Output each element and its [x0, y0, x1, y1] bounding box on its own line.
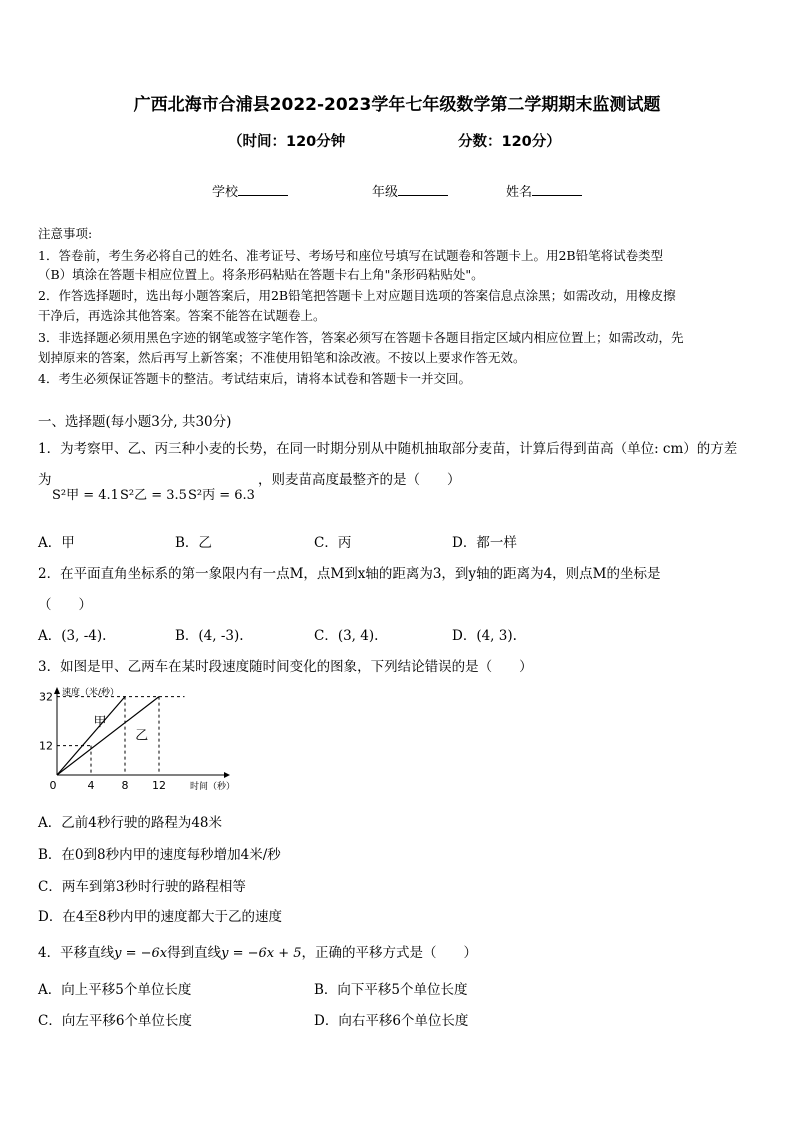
q2-text-2: （ ） — [38, 597, 92, 613]
notes-heading: 注意事项: — [38, 226, 93, 241]
school-label: 学校 — [212, 185, 239, 200]
x-axis-label: 时间（秒） — [190, 782, 236, 792]
section-heading: 一、选择题(每小题3分, 共30分) — [38, 414, 232, 430]
q1-option-d: D．都一样 — [452, 535, 517, 551]
note-line: 1．答卷前，考生务必将自己的姓名、准考证号、考场号和座位号填写在试题卷和答题卡上。用2B铅笔将试卷类型 — [38, 248, 664, 263]
q1-text: 1．为考察甲、乙、丙三种小麦的长势，在同一时期分别从中随机抽取部分麦苗，计算后得到苗高（单位: cm）的方差 — [38, 441, 738, 457]
q4-post: ，正确的平移方式是（ ） — [301, 945, 478, 961]
name-blank — [532, 183, 582, 196]
q4-option-b: B．向下平移5个单位长度 — [314, 982, 468, 998]
y-axis-arrow — [54, 687, 60, 694]
y-tick-label: 12 — [39, 739, 53, 753]
series-label-yi: 乙 — [135, 728, 149, 744]
x-tick-label: 0 — [49, 779, 57, 792]
y-tick-label: 32 — [39, 690, 53, 704]
q3-option-d: D．在4至8秒内甲的速度都大于乙的速度 — [38, 909, 283, 925]
exam-score: 分数：120分） — [458, 134, 561, 150]
q2-option-b: B．(4, -3). — [175, 628, 244, 644]
q3-option-a: A．乙前4秒行驶的路程为48米 — [38, 815, 223, 831]
q1-text-2a: 为 — [38, 472, 52, 488]
q2-option-c: C．(3, 4). — [314, 628, 379, 644]
q1-formula-1: S²甲 = 4.1 — [52, 488, 119, 503]
q2-option-d: D．(4, 3). — [452, 628, 517, 644]
school-field — [212, 181, 288, 200]
x-axis-arrow — [224, 772, 230, 778]
q1-formula-3: S²丙 = 6.3 — [188, 488, 255, 503]
page-title: 广西北海市合浦县2022-2023学年七年级数学第二学期期末监测试题 — [133, 95, 661, 115]
q4-option-c: C．向左平移6个单位长度 — [38, 1013, 192, 1029]
note-line: 划掉原来的答案，然后再写上新答案；不准使用铅笔和涂改液。不按以上要求作答无效。 — [38, 350, 526, 365]
x-tick-label: 8 — [121, 779, 129, 792]
note-line: 2．作答选择题时，选出每小题答案后，用2B铅笔把答题卡上对应题目选项的答案信息点涂黑；如需改动，用橡皮擦 — [38, 288, 676, 303]
note-line: （B）填涂在答题卡相应位置上。将条形码粘贴在答题卡右上角"条形码粘贴处"。 — [38, 267, 484, 282]
q4-eq2: y = −6x + 5 — [221, 946, 302, 961]
x-tick-label: 4 — [87, 779, 95, 792]
q1-option-b: B．乙 — [175, 535, 212, 551]
q1-option-c: C．丙 — [314, 535, 352, 551]
series-line-jia — [57, 697, 125, 775]
note-line: 3．非选择题必须用黑色字迹的钢笔或签字笔作答，答案必须写在答题卡各题目指定区域内相应位置上；如需改动，先 — [38, 330, 684, 345]
exam-time: （时间：120分钟 — [228, 134, 346, 150]
q3-text: 3．如图是甲、乙两车在某时段速度随时间变化的图象，下列结论错误的是（ ） — [38, 659, 533, 675]
q4-pre: 4．平移直线 — [38, 945, 115, 961]
name-label: 姓名 — [506, 185, 533, 200]
series-label-jia: 甲 — [93, 715, 107, 730]
q4-text — [38, 941, 477, 961]
q1-formula-2: S²乙 = 3.5 — [120, 488, 187, 503]
grade-label: 年级 — [372, 185, 399, 200]
school-blank — [238, 183, 288, 196]
q4-option-d: D．向右平移6个单位长度 — [314, 1013, 469, 1029]
q4-eq1: y = −6x — [114, 946, 168, 961]
q1-text-2b: ，则麦苗高度最整齐的是（ ） — [258, 472, 461, 488]
q4-mid: 得到直线 — [167, 945, 222, 961]
q4-option-a: A．向上平移5个单位长度 — [38, 982, 192, 998]
name-field — [506, 181, 582, 200]
note-line: 干净后，再选涂其他答案。答案不能答在试题卷上。 — [38, 308, 326, 323]
y-axis-label: 速度（米/秒） — [62, 688, 120, 698]
q2-text: 2．在平面直角坐标系的第一象限内有一点M，点M到x轴的距离为3，到y轴的距离为4，则点M的坐标是 — [38, 566, 661, 582]
note-line: 4．考生必须保证答题卡的整洁。考试结束后，请将本试卷和答题卡一并交回。 — [38, 371, 471, 386]
speed-time-chart — [30, 680, 250, 800]
q2-option-a: A．(3, -4). — [38, 628, 107, 644]
grade-blank — [398, 183, 448, 196]
x-tick-label: 12 — [152, 779, 166, 792]
q1-option-a: A．甲 — [38, 535, 75, 551]
q3-option-c: C．两车到第3秒时行驶的路程相等 — [38, 879, 246, 895]
grade-field — [372, 181, 448, 200]
q3-option-b: B．在0到8秒内甲的速度每秒增加4米/秒 — [38, 847, 281, 863]
